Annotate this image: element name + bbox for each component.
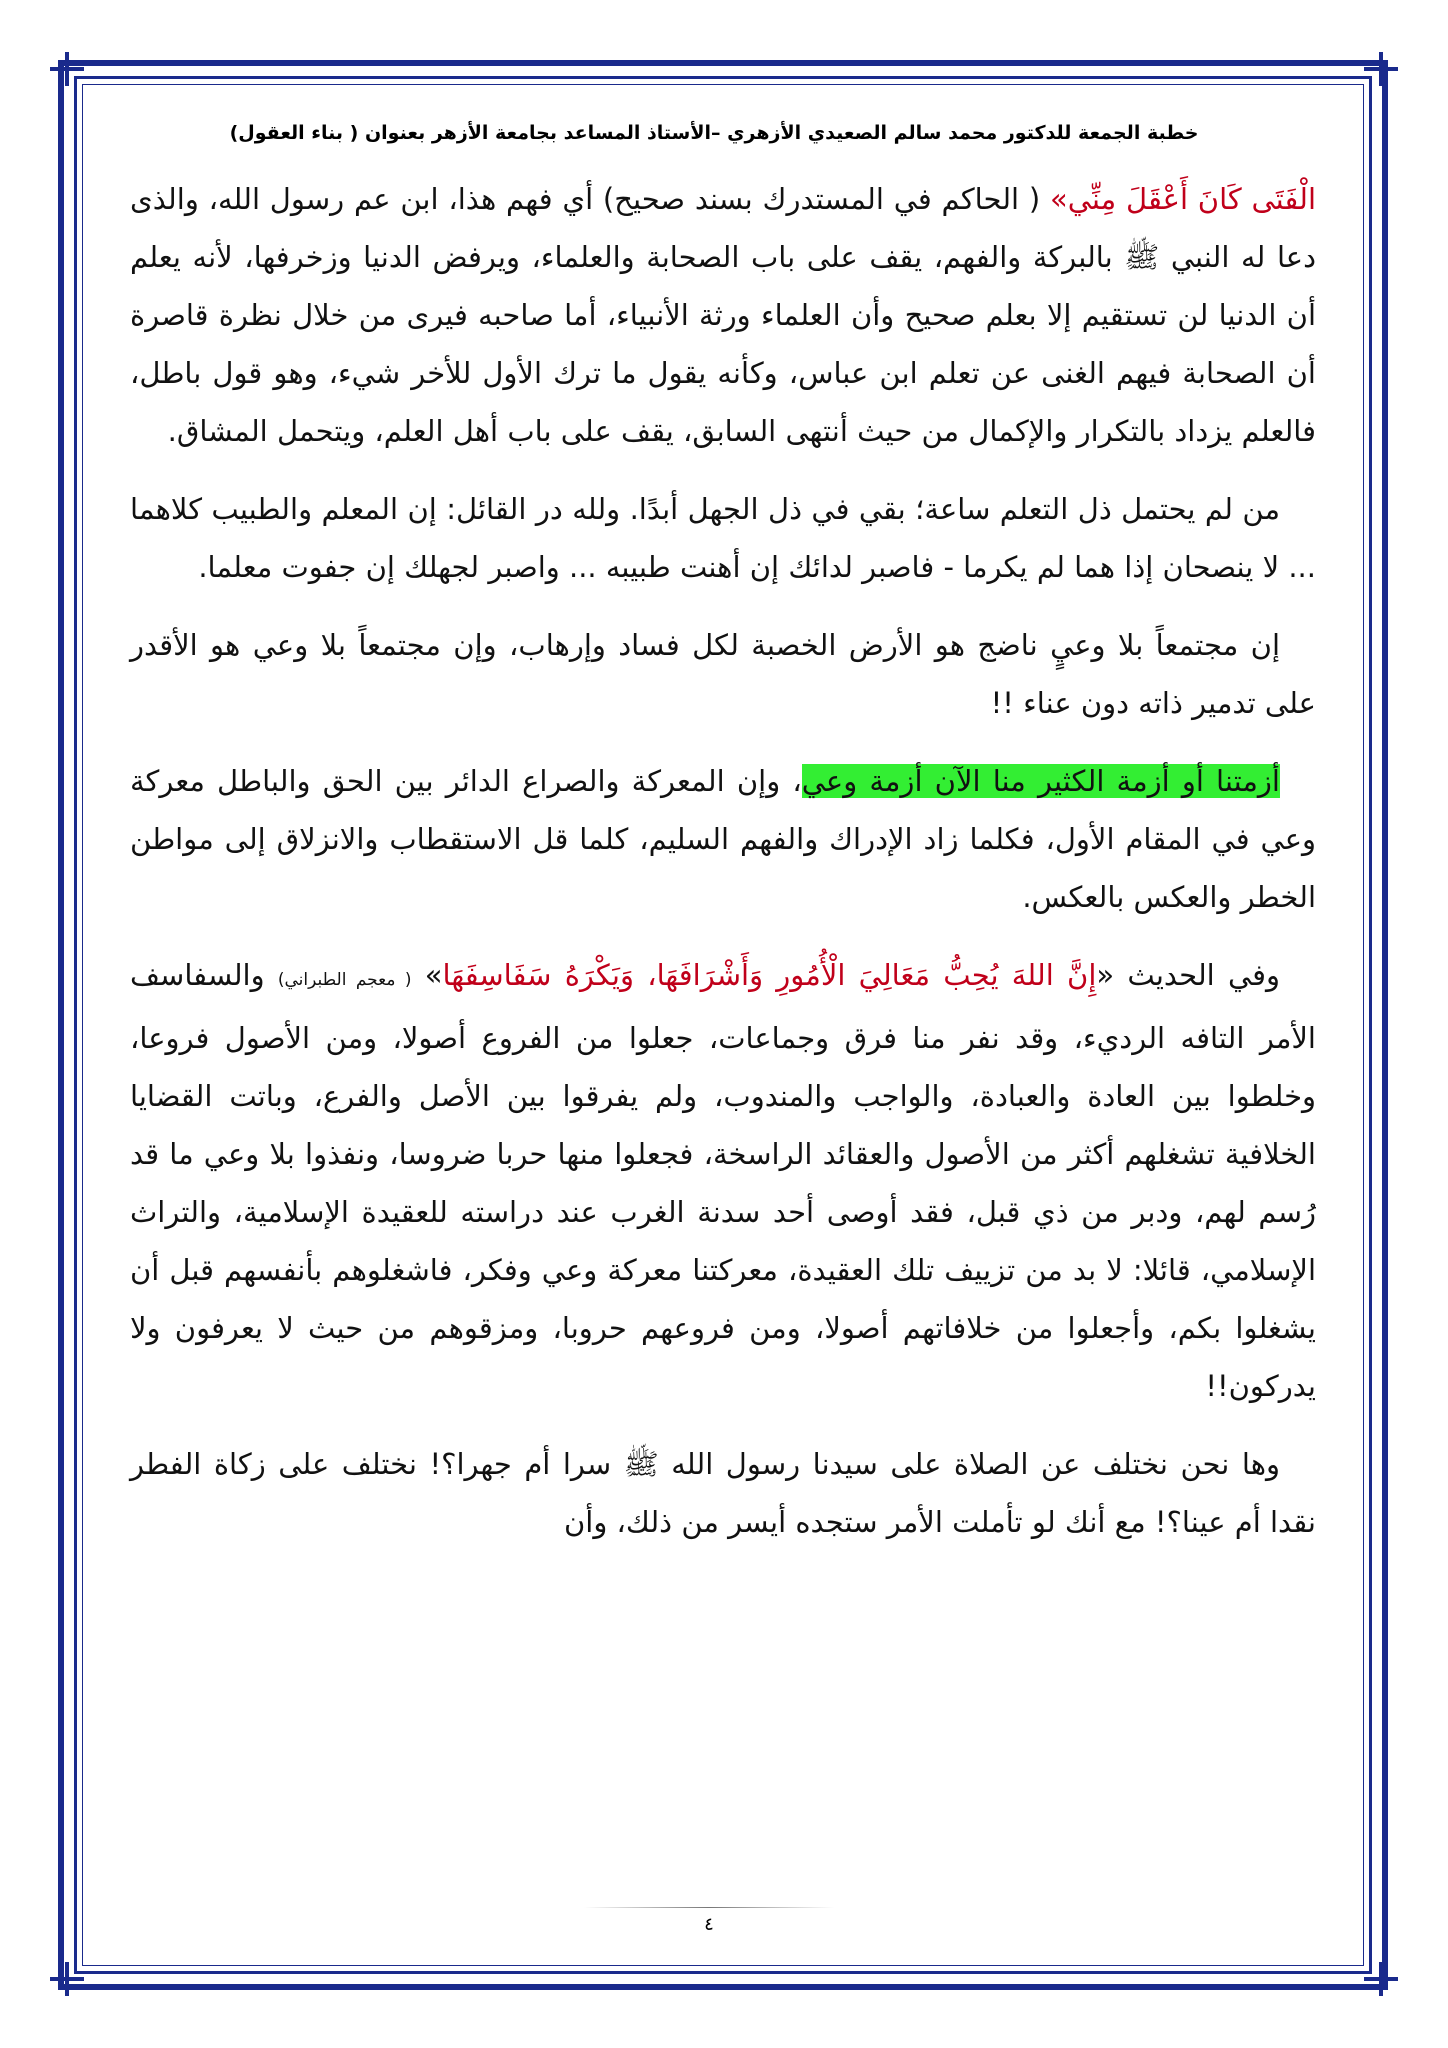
hadith-text: إِنَّ اللهَ يُحِبُّ مَعَالِيَ الْأُمُورِ وَأَشْرَافَهَا، وَيَكْرَهُ سَفَاسِفَهَا [442, 958, 1097, 992]
hadith-intro: وفي الحديث « [1096, 958, 1281, 992]
page-header: خطبة الجمعة للدكتور محمد سالم الصعيدي الأزهري –الأستاذ المساعد بجامعة الأزهر بعنوان ( بناء العقول) [229, 122, 1199, 144]
paragraph-text: ، وإن المعركة والصراع الدائر بين الحق والباطل معركة وعي في المقام الأول، فكلما زاد الإدراك والفهم السليم، كلما قل الاستقطاب والانزلاق إلى مواطن الخطر والعكس بالعكس. [130, 764, 1316, 914]
corner-ornament-top-right [1364, 52, 1398, 86]
paragraph-5 [130, 946, 1316, 1415]
paragraph-2: من لم يحتمل ذل التعلم ساعة؛ بقي في ذل الجهل أبدًا. ولله در القائل: إن المعلم والطبيب كلاهما ... لا ينصحان إذا هما لم يكرما - فاصبر لدائك إن أهنت طبيبه ... واصبر لجهلك إن جفوت معلما. [130, 492, 1316, 584]
corner-ornament-bottom-left [50, 1962, 84, 1996]
paragraph-text: ( الحاكم في المستدرك بسند صحيح) أي فهم هذا، ابن عم رسول الله، والذى دعا له النبي ﷺ بالبركة والفهم، يقف على باب الصحابة والعلماء، ويرفض الدنيا وزخرفها، لأنه يعلم أن الدنيا لن تستقيم إلا بعلم صحيح وأن العلماء ورثة الأنبياء، أما صاحبه فيرى من خلال نظرة قاصرة أن الصحابة فيهم الغنى عن تعلم ابن عباس، وكأنه يقول ما ترك الأول للأخر شيء، وهو قول باطل، فالعلم يزداد بالتكرار والإكمال من حيث أنتهى السابق، يقف على باب أهل العلم، ويتحمل المشاق. [130, 182, 1316, 448]
paragraph-text: والسفاسف الأمر التافه الرديء، وقد نفر منا فرق وجماعات، جعلوا من الفروع أصولا، ومن الأصول فروعا، وخلطوا بين العادة والعبادة، والواجب والمندوب، ولم يفرقوا بين الأصل والفرع، وباتت القضايا الخلافية تشغلهم أكثر من الأصول والعقائد الراسخة، فجعلوا منها حربا ضروسا، ونفذوا بلا وعي ما قد رُسم لهم، ودبر من ذي قبل، فقد أوصى أحد سدنة الغرب عند دراسته للعقيدة الإسلامية، والتراث الإسلامي، قائلا: لا بد من تزييف تلك العقيدة، معركتنا معركة وعي وفكر، فاشغلوهم بأنفسهم قبل أن يشغلوا بكم، وأجعلوا من خلافاتهم أصولا، ومن فروعهم حروبا، ومزقوهم من حيث لا يعرفون ولا يدركون!! [130, 958, 1316, 1403]
paragraph-3: إن مجتمعاً بلا وعيٍ ناضج هو الأرض الخصبة لكل فساد وإرهاب، وإن مجتمعاً بلا وعي هو الأقدر على تدمير ذاته دون عناء !! [130, 628, 1316, 720]
paragraph-1 [130, 170, 1316, 460]
paragraph-4 [130, 752, 1316, 926]
paragraph-6: وها نحن نختلف عن الصلاة على سيدنا رسول الله ﷺ سرا أم جهرا؟! نختلف على زكاة الفطر نقدا أم عينا؟! مع أنك لو تأملت الأمر ستجده أيسر من ذلك، وأن [130, 1447, 1316, 1539]
document-body [130, 170, 1316, 1571]
hadith-closing: » [411, 958, 443, 992]
page-number: ٤ [704, 1914, 714, 1935]
corner-ornament-top-left [50, 52, 84, 86]
citation: ( معجم الطبراني) [277, 970, 412, 990]
corner-ornament-bottom-right [1364, 1962, 1398, 1996]
footer-divider [584, 1907, 834, 1908]
highlighted-text: أزمتنا أو أزمة الكثير منا الآن أزمة وعي [801, 764, 1280, 798]
quote-text: الْفَتَى كَانَ أَعْقَلَ مِنِّي» [1050, 182, 1316, 216]
